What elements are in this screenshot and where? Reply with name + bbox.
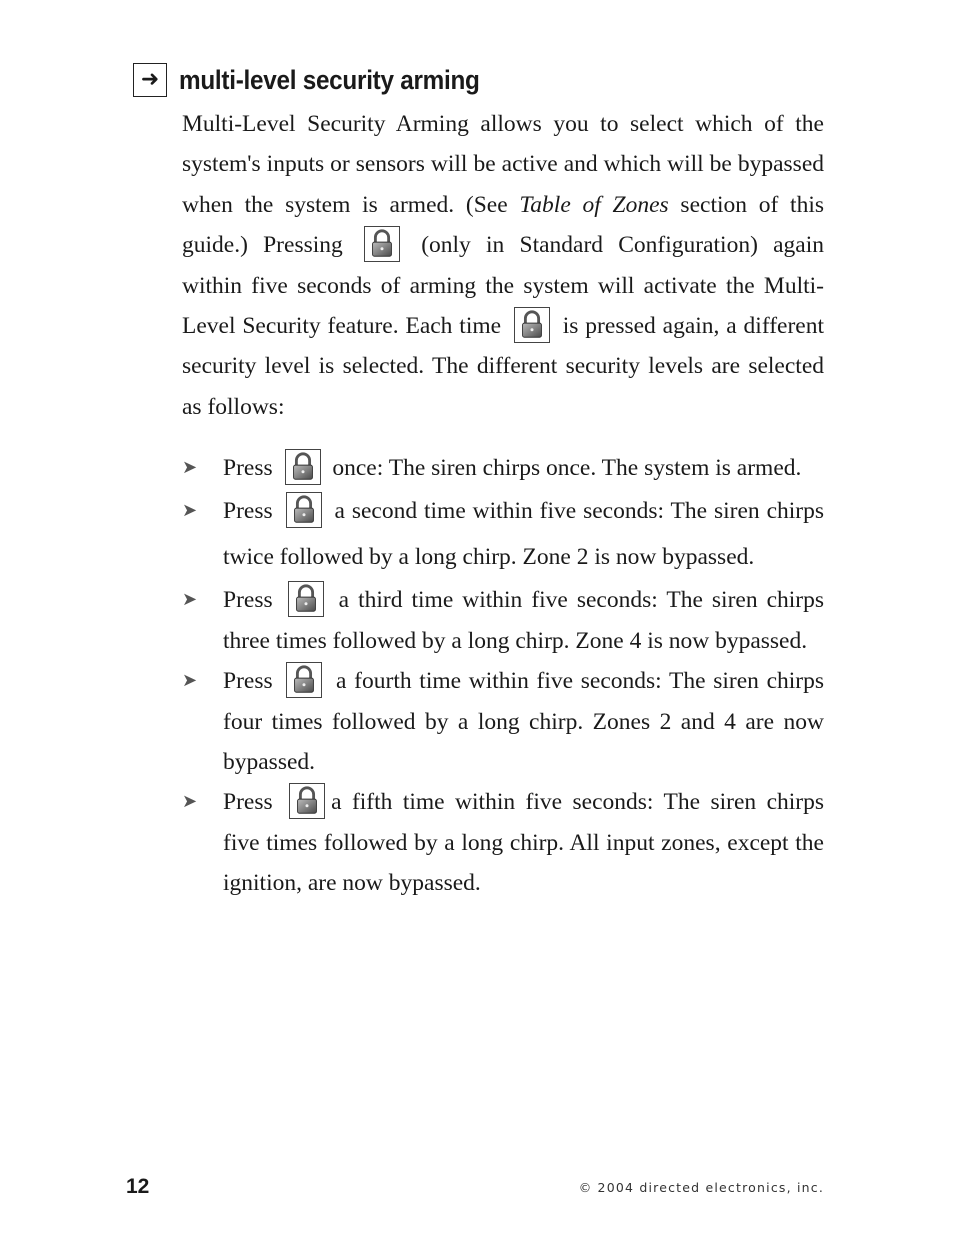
list-item [182, 488, 824, 580]
intro-text-2: section of this guide.) Pressing [182, 191, 825, 259]
copyright-notice: © 2004 directed electronics, inc. [578, 1180, 824, 1195]
security-level-list [182, 448, 824, 904]
bullet-arrow-icon: ➤ [182, 791, 198, 813]
intro-text-4: is pressed again, a different security level is selected. The different security levels are selected as follows: [182, 313, 825, 420]
list-item-text: a third time within five seconds: The siren chirps three times followed by a long chirp. Zone 4 is now bypassed. [223, 587, 825, 654]
list-item [182, 580, 824, 661]
arrow-icon: ➜ [133, 63, 167, 97]
intro-text-3: (only in Standard Configuration) again within five seconds of arming the system will activate the Multi-Level Security feature. Each time [182, 232, 825, 340]
press-label: Press [223, 587, 273, 614]
section-title: multi-level security arming [179, 64, 480, 95]
bullet-arrow-icon: ➤ [182, 500, 198, 522]
list-item [182, 782, 824, 903]
list-item-text: once: The siren chirps once. The system is armed. [332, 455, 802, 481]
lock-icon [286, 662, 322, 698]
lock-icon [364, 226, 400, 262]
list-item-text: a fifth time within five seconds: The siren chirps five times followed by a long chirp. All input zones, except the ignition, are now bypassed. [223, 789, 825, 897]
page-number: 12 [126, 1175, 150, 1198]
lock-icon [286, 492, 322, 528]
bullet-arrow-icon: ➤ [182, 589, 198, 611]
list-item [182, 661, 824, 782]
list-item-text: a fourth time within five seconds: The siren chirps four times followed by a long chirp. Zones 2 and 4 are now bypassed. [223, 668, 825, 776]
table-of-zones-ref: Table of Zones [519, 191, 669, 218]
list-item-text: a second time within five seconds: The siren chirps twice followed by a long chirp. Zone 2 is now bypassed. [223, 498, 825, 571]
press-label: Press [223, 668, 273, 695]
lock-icon [289, 783, 325, 819]
press-label: Press [223, 789, 273, 816]
lock-icon [514, 307, 550, 343]
bullet-arrow-icon: ➤ [182, 457, 198, 478]
press-label: Press [223, 455, 273, 481]
lock-icon [285, 449, 321, 485]
bullet-arrow-icon: ➤ [182, 670, 198, 692]
press-label: Press [223, 498, 273, 525]
section-heading-row [133, 63, 513, 97]
list-item [182, 448, 824, 488]
intro-paragraph [182, 104, 824, 427]
intro-text-1: Multi-Level Security Arming allows you to select which of the system's inputs or sensors will be active and which will be bypassed when the system is armed. (See [182, 111, 824, 218]
lock-icon [288, 581, 324, 617]
